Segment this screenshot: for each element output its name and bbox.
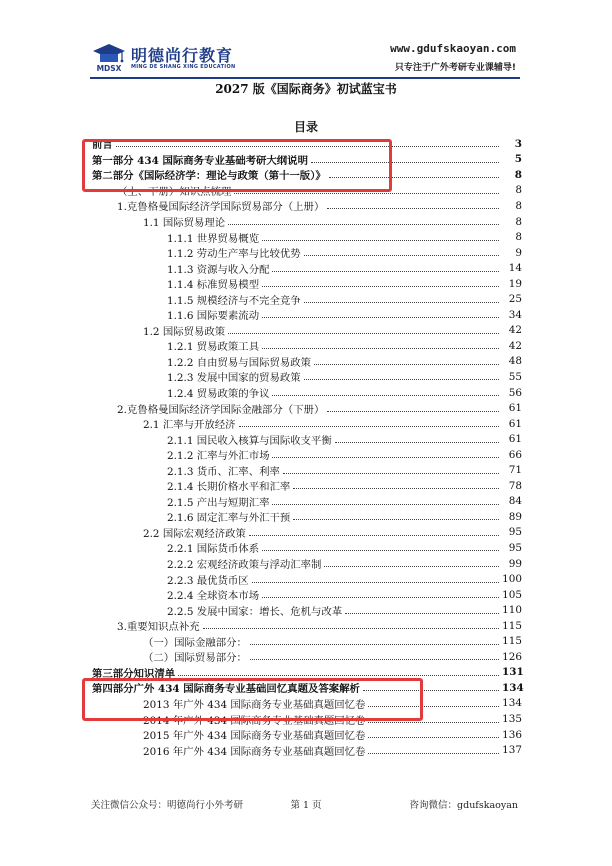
toc-entry-page: 61 <box>508 433 522 446</box>
slogan: 只专注于广外考研专业课辅导! <box>394 63 516 73</box>
toc-entry[interactable] <box>0 416 612 432</box>
toc-entry-label: 1.2.4 贸易政策的争议 <box>167 388 270 401</box>
toc-entry-label: 2013 年广外 434 国际商务专业基础真题回忆卷 <box>143 698 366 711</box>
toc-entry-page: 105 <box>502 588 522 601</box>
toc-entry-page: 55 <box>508 370 522 383</box>
graduation-cap-logo-icon <box>92 40 126 74</box>
toc-dot-leader <box>228 224 499 225</box>
toc-dot-leader <box>311 162 499 163</box>
toc-entry-page: 8 <box>514 168 522 181</box>
toc-entry-page: 115 <box>502 635 522 648</box>
toc-entry[interactable] <box>0 291 612 307</box>
toc-dot-leader <box>116 146 499 147</box>
toc-entry[interactable] <box>0 307 612 323</box>
toc-entry[interactable] <box>0 478 612 494</box>
toc-dot-leader <box>234 193 499 194</box>
toc-entry[interactable] <box>0 260 612 276</box>
toc-entry-label: 2.2.5 发展中国家：增长、危机与改革 <box>167 605 343 618</box>
toc-entry-page: 134 <box>502 697 522 710</box>
toc-dot-leader <box>314 364 499 365</box>
toc-entry-page: 89 <box>508 510 522 523</box>
toc-dot-leader <box>262 550 499 551</box>
toc-entry-label: 1.2.2 自由贸易与国际贸易政策 <box>167 356 312 369</box>
toc-entry[interactable] <box>0 323 612 339</box>
toc-title: 目录 <box>293 120 318 134</box>
toc-entry[interactable] <box>0 400 612 416</box>
toc-entry[interactable] <box>0 338 612 354</box>
toc-entry-label: 2.1.3 货币、汇率、利率 <box>167 465 280 478</box>
toc-entry-label: 2015 年广外 434 国际商务专业基础真题回忆卷 <box>143 730 366 743</box>
toc-dot-leader <box>304 302 499 303</box>
footer-wechat-contact: 咨询微信：gdufskaoyan <box>409 800 518 811</box>
toc-entry-label: 1.1.2 劳动生产率与比较优势 <box>167 248 301 261</box>
toc-entry[interactable] <box>0 214 612 230</box>
toc-entry-page: 110 <box>502 604 522 617</box>
toc-dot-leader <box>283 473 499 474</box>
toc-entry-page: 8 <box>515 184 522 197</box>
toc-dot-leader <box>203 628 499 629</box>
toc-entry-label: 2016 年广外 434 国际商务专业基础真题回忆卷 <box>143 745 366 758</box>
toc-dot-leader <box>272 395 499 396</box>
toc-entry-label: 2.2.4 全球资本市场 <box>167 590 260 603</box>
toc-entry-label: 前言 <box>92 139 113 152</box>
toc-dot-leader <box>262 317 499 318</box>
toc-entry-label: 1.克鲁格曼国际经济学国际贸易部分（上册） <box>117 201 325 214</box>
toc-entry[interactable] <box>0 509 612 525</box>
toc-entry-label: 2.1.5 产出与短期汇率 <box>167 496 270 509</box>
toc-entry-page: 71 <box>508 464 522 477</box>
toc-entry-label: （二）国际贸易部分： <box>143 652 247 665</box>
site-url[interactable]: www.gdufskaoyan.com <box>390 42 516 55</box>
toc-dot-leader <box>262 348 499 349</box>
toc-dot-leader <box>262 240 499 241</box>
toc-dot-leader <box>368 706 499 707</box>
page-footer <box>0 797 612 813</box>
toc-entry-page: 8 <box>515 231 522 244</box>
toc-dot-leader <box>252 582 499 583</box>
toc-entry-label: （一）国际金融部分： <box>143 636 247 649</box>
toc-dot-leader <box>262 597 499 598</box>
toc-entry-label: 1.2.3 发展中国家的贸易政策 <box>167 372 301 385</box>
toc-dot-leader <box>262 286 499 287</box>
toc-entry-page: 42 <box>508 339 522 352</box>
logo-name-en: MING DE SHANG XING EDUCATION <box>131 64 236 70</box>
logo-name-cn: 明德尚行教育 <box>131 46 234 65</box>
toc-dot-leader <box>368 737 499 738</box>
toc-entry-label: 3.重要知识点补充 <box>117 621 200 634</box>
toc-entry-label: 1.2 国际贸易政策 <box>143 325 226 338</box>
toc-entry[interactable] <box>0 571 612 587</box>
toc-entry-page: 137 <box>502 744 522 757</box>
toc-dot-leader <box>228 333 499 334</box>
toc-dot-leader <box>335 442 499 443</box>
toc-entry[interactable] <box>0 369 612 385</box>
toc-entry[interactable] <box>0 665 612 681</box>
logo-badge: MDSX <box>96 64 122 73</box>
toc-entry-label: 2.1.1 国民收入核算与国际收支平衡 <box>167 434 332 447</box>
toc-dot-leader <box>250 644 499 645</box>
toc-entry[interactable] <box>0 540 612 556</box>
toc-entry[interactable] <box>0 229 612 245</box>
toc-entry-page: 126 <box>502 650 522 663</box>
toc-entry[interactable] <box>0 183 612 199</box>
toc-entry-page: 134 <box>502 681 524 694</box>
toc-entry[interactable] <box>0 525 612 541</box>
toc-entry[interactable] <box>0 711 612 727</box>
toc-entry-label: 2.2 国际宏观经济政策 <box>143 527 246 540</box>
toc-entry[interactable] <box>0 696 612 712</box>
toc-dot-leader <box>272 457 499 458</box>
toc-entry-page: 48 <box>508 355 522 368</box>
toc-entry[interactable] <box>0 245 612 261</box>
toc-entry-page: 19 <box>508 277 522 290</box>
toc-entry-page: 56 <box>508 386 522 399</box>
toc-entry-page: 131 <box>502 666 524 679</box>
toc-entry-page: 61 <box>508 402 522 415</box>
toc-entry-page: 78 <box>508 479 522 492</box>
toc-entry[interactable] <box>0 634 612 650</box>
toc-dot-leader <box>363 690 499 691</box>
toc-entry[interactable] <box>0 618 612 634</box>
toc-entry-page: 34 <box>508 308 522 321</box>
toc-dot-leader <box>368 722 499 723</box>
toc-entry[interactable] <box>0 602 612 618</box>
toc-dot-leader <box>324 566 499 567</box>
toc-entry[interactable] <box>0 198 612 214</box>
toc-entry[interactable] <box>0 431 612 447</box>
toc-entry-label: 2.2.1 国际货币体系 <box>167 543 260 556</box>
toc-entry-label: 1.2.1 贸易政策工具 <box>167 341 260 354</box>
toc-dot-leader <box>272 271 499 272</box>
toc-dot-leader <box>293 519 499 520</box>
toc-entry-label: 2.2.2 宏观经济政策与浮动汇率制 <box>167 559 322 572</box>
toc-entry-label: 2.克鲁格曼国际经济学国际金融部分（下册） <box>117 403 325 416</box>
toc-entry-label: 1.1.3 资源与收入分配 <box>167 263 270 276</box>
toc-entry-label: 1.1.6 国际要素流动 <box>167 310 260 323</box>
table-of-contents <box>0 136 612 758</box>
toc-entry[interactable] <box>0 462 612 478</box>
toc-entry[interactable] <box>0 494 612 510</box>
page-header <box>0 0 612 80</box>
toc-entry[interactable] <box>0 680 612 696</box>
toc-entry-label: 2.2.3 最优货币区 <box>167 574 249 587</box>
toc-entry-label: （上、下册）知识点梳理 <box>117 185 232 198</box>
toc-entry-page: 136 <box>502 728 522 741</box>
toc-entry-page: 95 <box>508 526 522 539</box>
toc-entry[interactable] <box>0 167 612 183</box>
toc-entry-page: 61 <box>508 417 522 430</box>
toc-dot-leader <box>327 208 499 209</box>
toc-entry[interactable] <box>0 742 612 758</box>
toc-dot-leader <box>368 753 499 754</box>
toc-dot-leader <box>304 255 499 256</box>
toc-dot-leader <box>327 411 499 412</box>
toc-entry-page: 25 <box>508 293 522 306</box>
toc-entry[interactable] <box>0 447 612 463</box>
toc-entry-label: 2.1.6 固定汇率与外汇干预 <box>167 512 291 525</box>
toc-entry-label: 1.1.4 标准贸易模型 <box>167 279 260 292</box>
toc-entry-page: 115 <box>502 619 522 632</box>
toc-entry-page: 66 <box>508 448 522 461</box>
toc-entry-label: 第三部分知识清单 <box>92 667 176 680</box>
toc-entry-page: 95 <box>508 541 522 554</box>
toc-entry[interactable] <box>0 649 612 665</box>
toc-dot-leader <box>345 613 499 614</box>
toc-entry[interactable] <box>0 587 612 603</box>
toc-entry-label: 2.1.4 长期价格水平和汇率 <box>167 481 291 494</box>
toc-entry[interactable] <box>0 152 612 168</box>
toc-dot-leader <box>250 659 499 660</box>
toc-entry-page: 9 <box>515 246 522 259</box>
toc-entry[interactable] <box>0 385 612 401</box>
toc-entry-label: 2.1.2 汇率与外汇市场 <box>167 450 270 463</box>
toc-entry-page: 5 <box>514 153 522 166</box>
toc-entry-label: 2.1 汇率与开放经济 <box>143 419 236 432</box>
toc-entry-label: 第一部分 434 国际商务专业基础考研大纲说明 <box>92 154 308 167</box>
toc-entry-page: 3 <box>514 137 522 150</box>
document-title: 2027 版《国际商务》初试蓝宝书 <box>215 82 397 96</box>
toc-entry-page: 14 <box>508 262 522 275</box>
toc-dot-leader <box>239 426 499 427</box>
toc-entry-page: 100 <box>502 573 522 586</box>
toc-entry-page: 99 <box>508 557 522 570</box>
toc-dot-leader <box>329 177 499 178</box>
toc-entry[interactable] <box>0 354 612 370</box>
toc-entry-label: 1.1.5 规模经济与不完全竞争 <box>167 294 301 307</box>
toc-entry-label: 1.1.1 世界贸易概览 <box>167 232 260 245</box>
toc-entry-label: 2014 年广外 434 国际商务专业基础真题回忆卷 <box>143 714 366 727</box>
toc-entry-page: 8 <box>515 215 522 228</box>
toc-dot-leader <box>272 504 499 505</box>
toc-entry-label: 第四部分广外 434 国际商务专业基础回忆真题及答案解析 <box>92 683 360 696</box>
toc-entry[interactable] <box>0 727 612 743</box>
toc-entry-label: 1.1 国际贸易理论 <box>143 217 226 229</box>
footer-wechat-account: 关注微信公众号：明德尚行小外考研 <box>91 800 244 811</box>
toc-dot-leader <box>249 535 499 536</box>
toc-dot-leader <box>178 675 499 676</box>
toc-entry-page: 42 <box>508 324 522 337</box>
page-number: 第 1 页 <box>290 800 322 811</box>
toc-entry-page: 8 <box>515 199 522 212</box>
toc-dot-leader <box>293 488 499 489</box>
toc-entry[interactable] <box>0 136 612 152</box>
header-divider <box>90 77 520 79</box>
toc-entry-label: 第二部分《国际经济学：理论与政策（第十一版）》 <box>92 170 326 183</box>
toc-entry[interactable] <box>0 556 612 572</box>
toc-entry[interactable] <box>0 276 612 292</box>
toc-entry-page: 84 <box>508 495 522 508</box>
toc-dot-leader <box>304 379 499 380</box>
toc-entry-page: 135 <box>502 713 522 725</box>
